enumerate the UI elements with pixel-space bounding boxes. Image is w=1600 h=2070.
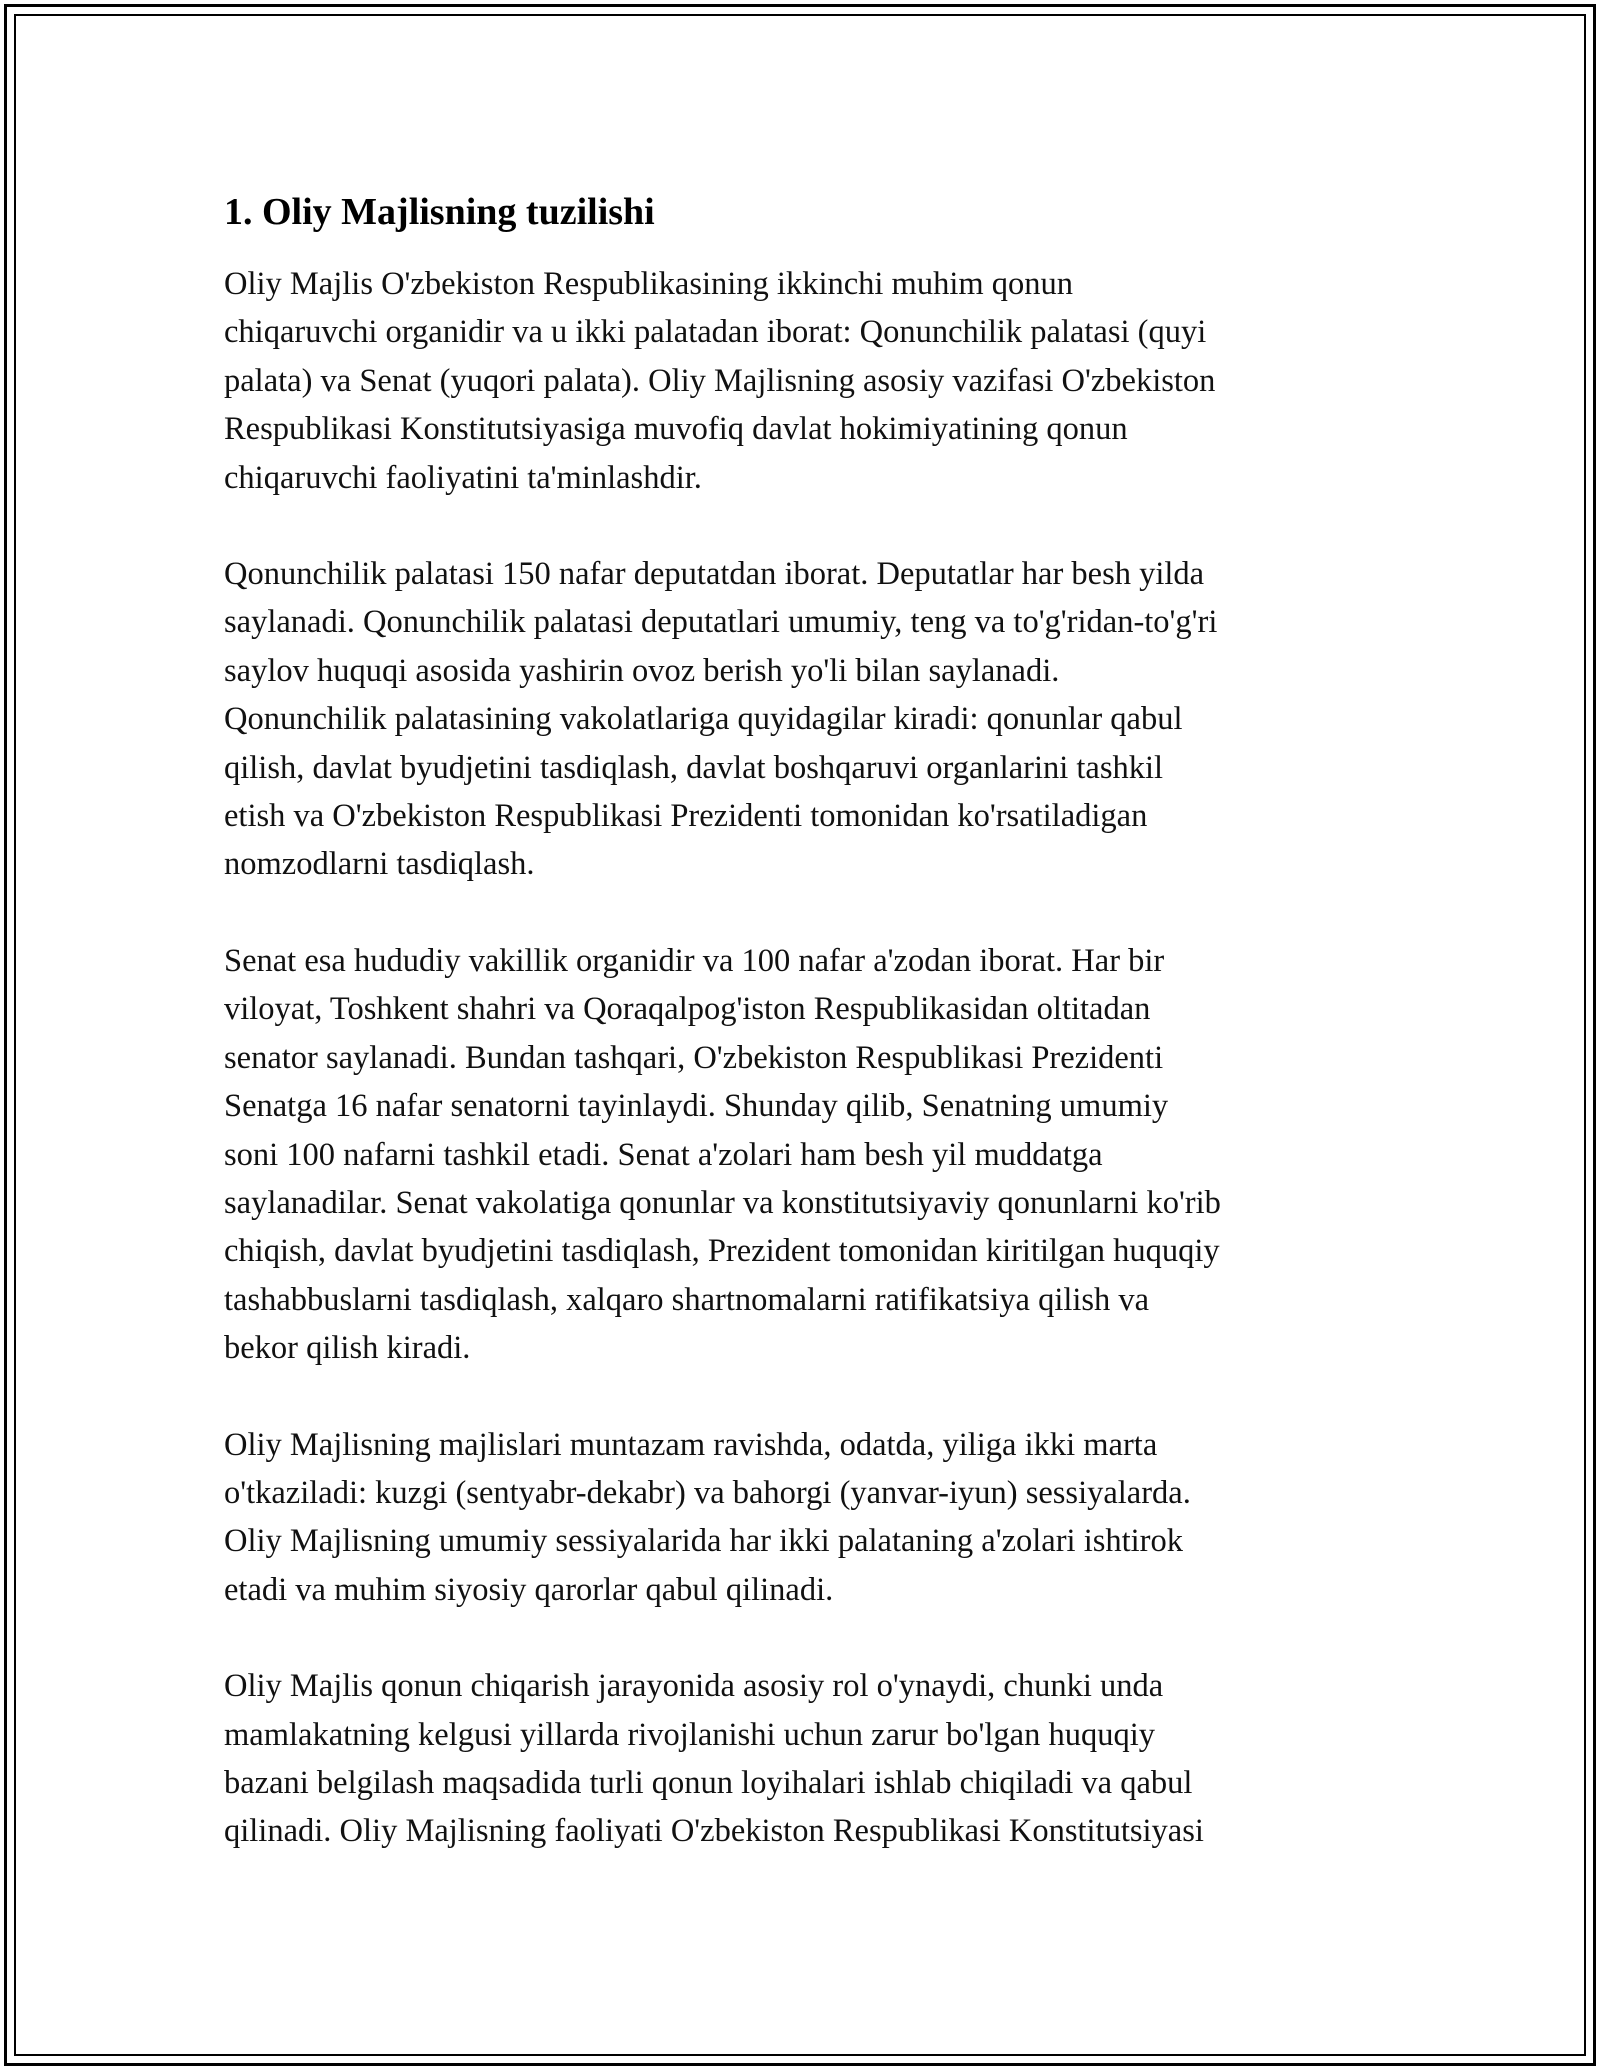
text-line: tashabbuslarni tasdiqlash, xalqaro shartnomalarni ratifikatsiya qilish va bbox=[224, 1281, 1150, 1318]
paragraph-legislative-chamber bbox=[224, 550, 1384, 889]
text-line: Qonunchilik palatasining vakolatlariga quyidagilar kiradi: qonunlar qabul bbox=[224, 701, 1183, 738]
text-line: chiqaruvchi organidir va u ikki palatadan iborat: Qonunchilik palatasi (quyi bbox=[224, 314, 1207, 351]
text-line: palata) va Senat (yuqori palata). Oliy Majlisning asosiy vazifasi O'zbekiston bbox=[224, 362, 1216, 399]
text-line: Qonunchilik palatasi 150 nafar deputatdan iborat. Deputatlar har besh yilda bbox=[224, 556, 1205, 593]
paragraph-lawmaking-role bbox=[224, 1662, 1384, 1856]
paragraph-structure bbox=[224, 260, 1384, 502]
text-line: bekor qilish kiradi. bbox=[224, 1330, 471, 1367]
text-line: Oliy Majlis qonun chiqarish jarayonida asosiy rol o'ynaydi, chunki unda bbox=[224, 1668, 1164, 1705]
paragraph-senate bbox=[224, 937, 1384, 1373]
text-line: saylov huquqi asosida yashirin ovoz berish yo'li bilan saylanadi. bbox=[224, 652, 1060, 689]
page-title: 1. Oliy Majlisning tuzilishi bbox=[224, 191, 655, 233]
text-line: Oliy Majlisning majlislari muntazam ravishda, odatda, yiliga ikki marta bbox=[224, 1426, 1158, 1463]
text-line: o'tkaziladi: kuzgi (sentyabr-dekabr) va bahorgi (yanvar-iyun) sessiyalarda. bbox=[224, 1474, 1191, 1511]
text-line: Oliy Majlisning umumiy sessiyalarida har ikki palataning a'zolari ishtirok bbox=[224, 1523, 1184, 1560]
text-line: chiqish, davlat byudjetini tasdiqlash, Prezident tomonidan kiritilgan huquqiy bbox=[224, 1233, 1220, 1270]
text-line: chiqaruvchi faoliyatini ta'minlashdir. bbox=[224, 459, 702, 496]
text-line: nomzodlarni tasdiqlash. bbox=[224, 846, 535, 883]
text-line: qilinadi. Oliy Majlisning faoliyati O'zbekiston Respublikasi Konstitutsiyasi bbox=[224, 1813, 1204, 1850]
text-line: Respublikasi Konstitutsiyasiga muvofiq davlat hokimiyatining qonun bbox=[224, 411, 1128, 448]
text-line: qilish, davlat byudjetini tasdiqlash, davlat boshqaruvi organlarini tashkil bbox=[224, 749, 1164, 786]
text-line: etish va O'zbekiston Respublikasi Prezidenti tomonidan ko'rsatiladigan bbox=[224, 798, 1148, 835]
document-body bbox=[224, 190, 1384, 1904]
text-line: viloyat, Toshkent shahri va Qoraqalpog'iston Respublikasidan oltitadan bbox=[224, 991, 1151, 1028]
paragraph-sessions bbox=[224, 1421, 1384, 1615]
text-line: Senat esa hududiy vakillik organidir va 100 nafar a'zodan iborat. Har bir bbox=[224, 942, 1165, 979]
text-line: etadi va muhim siyosiy qarorlar qabul qilinadi. bbox=[224, 1571, 834, 1608]
text-line: bazani belgilash maqsadida turli qonun loyihalari ishlab chiqiladi va qabul bbox=[224, 1764, 1193, 1801]
text-line: Oliy Majlis O'zbekiston Respublikasining ikkinchi muhim qonun bbox=[224, 266, 1074, 302]
text-line: soni 100 nafarni tashkil etadi. Senat a'zolari ham besh yil muddatga bbox=[224, 1136, 1103, 1173]
text-line: saylanadilar. Senat vakolatiga qonunlar va konstitutsiyaviy qonunlarni ko'rib bbox=[224, 1184, 1221, 1221]
text-line: senator saylanadi. Bundan tashqari, O'zbekiston Respublikasi Prezidenti bbox=[224, 1039, 1164, 1076]
text-line: saylanadi. Qonunchilik palatasi deputatlari umumiy, teng va to'g'ridan-to'g'ri bbox=[224, 604, 1218, 641]
text-line: mamlakatning kelgusi yillarda rivojlanishi uchun zarur bo'lgan huquqiy bbox=[224, 1716, 1155, 1753]
text-line: Senatga 16 nafar senatorni tayinlaydi. Shunday qilib, Senatning umumiy bbox=[224, 1088, 1169, 1125]
